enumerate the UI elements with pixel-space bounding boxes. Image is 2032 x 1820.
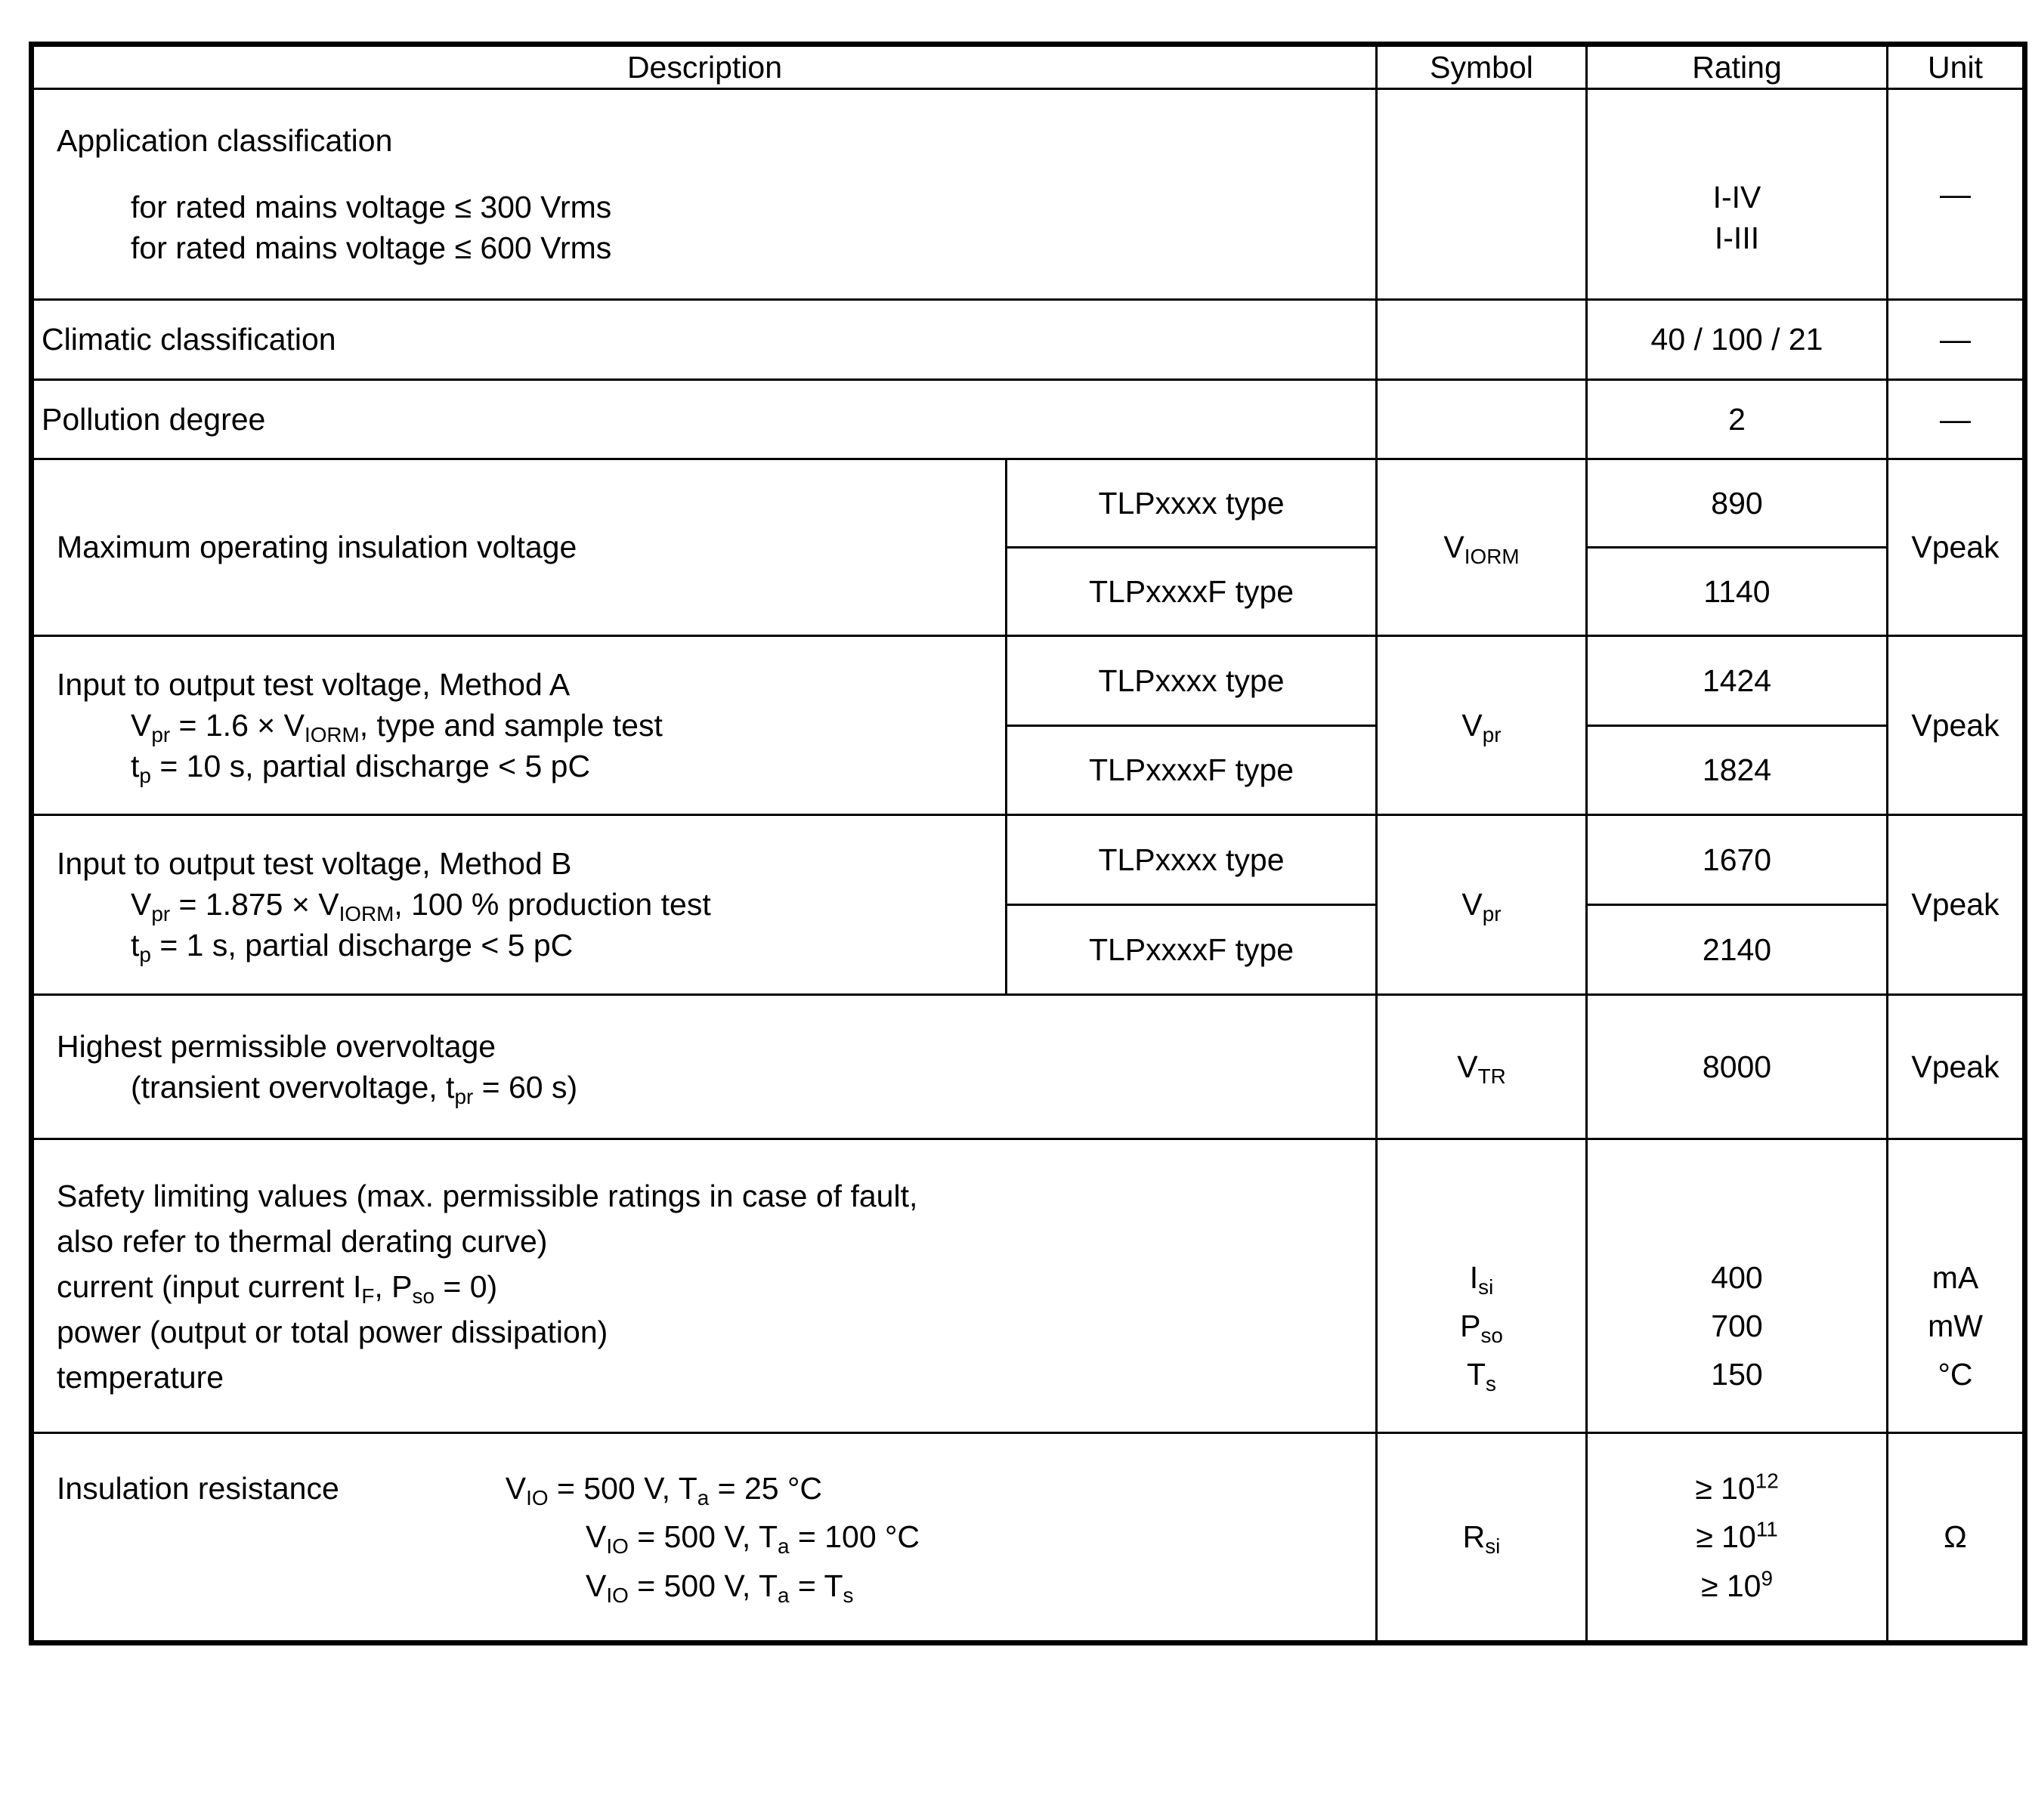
method-a-type-f: TLPxxxxF type bbox=[1007, 725, 1377, 815]
insulation-cond3: $V_{IO} = 500$ V, $T_a = T_s$ bbox=[586, 1568, 854, 1607]
row-overvoltage bbox=[32, 994, 2025, 1139]
application-classification-rating-300v: I-IV bbox=[1712, 180, 1761, 215]
method-b-type-standard: TLPxxxx type bbox=[1007, 815, 1377, 905]
application-classification-unit: — bbox=[1888, 89, 2025, 300]
row-pollution-degree bbox=[32, 379, 2025, 459]
viorm-symbol-sub: IORM bbox=[1464, 545, 1520, 568]
overvoltage-line2: (transient overvoltage, $t_{pr} = 60$ s) bbox=[131, 1069, 578, 1108]
safety-line-power: power (output or total power dissipation) bbox=[57, 1315, 608, 1350]
application-classification-line-300v: for rated mains voltage ≤ 300 Vrms bbox=[131, 190, 612, 225]
row-method-a-type1 bbox=[32, 635, 2025, 725]
safety-symbol-ts: $T_s$ bbox=[1467, 1357, 1496, 1395]
overvoltage-unit: Vpeak bbox=[1888, 994, 2025, 1139]
method-a-line1: Input to output test voltage, Method A bbox=[57, 666, 571, 702]
method-a-symbol bbox=[1377, 635, 1587, 814]
pollution-degree-description: Pollution degree bbox=[32, 379, 1377, 459]
viorm-description: Maximum operating insulation voltage bbox=[32, 459, 1007, 635]
safety-symbol-isi: $I_{si}$ bbox=[1469, 1259, 1494, 1299]
pollution-degree-rating: 2 bbox=[1587, 379, 1888, 459]
insulation-ratings bbox=[1587, 1433, 1888, 1642]
overvoltage-line1: Highest permissible overvoltage bbox=[57, 1028, 496, 1064]
safety-rating-power: 700 bbox=[1711, 1308, 1763, 1343]
row-climatic-classification bbox=[32, 300, 2025, 379]
method-a-rating-f: 1824 bbox=[1587, 725, 1888, 815]
method-b-line3: $t_p = 1$ s, partial discharge < 5 pC bbox=[131, 928, 574, 967]
overvoltage-description bbox=[32, 994, 1377, 1139]
application-classification-rating-600v: I-III bbox=[1714, 221, 1760, 256]
viorm-rating-standard: 890 bbox=[1587, 459, 1888, 547]
method-b-symbol bbox=[1377, 815, 1587, 994]
method-a-symbol-main: V bbox=[1461, 707, 1483, 743]
insulation-cond2: $V_{IO} = 500$ V, $T_a = 100$ °C bbox=[586, 1519, 920, 1559]
application-classification-title: Application classification bbox=[57, 123, 393, 159]
method-a-unit: Vpeak bbox=[1888, 635, 2025, 814]
method-b-unit: Vpeak bbox=[1888, 815, 2025, 994]
method-a-symbol-sub: pr bbox=[1482, 722, 1502, 746]
insulation-cond1: $V_{IO} = 500$ V, $T_a = 25$ °C bbox=[505, 1471, 823, 1510]
overvoltage-rating: 8000 bbox=[1587, 994, 1888, 1139]
application-classification-rating bbox=[1587, 89, 1888, 300]
insulation-rating-ts: ≥ $10^9$ bbox=[1700, 1566, 1773, 1603]
method-a-description bbox=[32, 635, 1007, 814]
row-viorm-type1 bbox=[32, 459, 2025, 547]
method-b-symbol-sub: pr bbox=[1482, 902, 1502, 926]
pollution-degree-symbol bbox=[1377, 379, 1587, 459]
method-b-line2: $V_{pr} = 1.875 \times V_{IORM}$, 100 % production test bbox=[131, 887, 711, 926]
application-classification-symbol bbox=[1377, 89, 1587, 300]
insulation-unit: Ω bbox=[1888, 1433, 2025, 1642]
row-insulation-resistance bbox=[32, 1433, 2025, 1642]
method-b-rating-standard: 1670 bbox=[1587, 815, 1888, 905]
method-b-line1: Input to output test voltage, Method B bbox=[57, 846, 572, 882]
overvoltage-symbol-main: V bbox=[1457, 1049, 1478, 1084]
header-symbol: Symbol bbox=[1377, 45, 1587, 89]
viorm-rating-f: 1140 bbox=[1587, 547, 1888, 635]
safety-line-current: current (input current $I_F$, $P_{so} = 0$) bbox=[57, 1268, 498, 1308]
spacer bbox=[57, 161, 1375, 187]
safety-units bbox=[1888, 1139, 2025, 1433]
method-a-line3: $t_p = 10$ s, partial discharge < 5 pC bbox=[131, 749, 591, 787]
insulation-symbol bbox=[1377, 1433, 1587, 1642]
application-classification-description bbox=[32, 89, 1377, 300]
insulation-rating-25c: ≥ $10^{12}$ bbox=[1695, 1469, 1779, 1506]
safety-rating-temperature: 150 bbox=[1711, 1357, 1763, 1392]
climatic-classification-symbol bbox=[1377, 300, 1587, 379]
method-b-type-f: TLPxxxxF type bbox=[1007, 904, 1377, 994]
safety-unit-power: mW bbox=[1928, 1308, 1983, 1343]
safety-specification-table bbox=[29, 42, 2027, 1645]
climatic-classification-unit: — bbox=[1888, 300, 2025, 379]
insulation-rating-100c: ≥ $10^{11}$ bbox=[1696, 1517, 1778, 1555]
insulation-symbol-sub: si bbox=[1485, 1534, 1501, 1559]
safety-symbols bbox=[1377, 1139, 1587, 1433]
climatic-classification-rating: 40 / 100 / 21 bbox=[1587, 300, 1888, 379]
row-method-b-type1 bbox=[32, 815, 2025, 905]
safety-unit-temperature: °C bbox=[1938, 1357, 1973, 1392]
safety-rating-current: 400 bbox=[1711, 1259, 1763, 1295]
method-a-line2: $V_{pr} = 1.6 \times V_{IORM}$, type and sample test bbox=[131, 707, 663, 746]
header-rating: Rating bbox=[1587, 45, 1888, 89]
row-safety-limiting-values bbox=[32, 1139, 2025, 1433]
safety-line1: Safety limiting values (max. permissible ratings in case of fault, bbox=[57, 1178, 918, 1213]
overvoltage-symbol-sub: TR bbox=[1477, 1064, 1506, 1088]
pollution-degree-unit: — bbox=[1888, 379, 2025, 459]
method-b-symbol-main: V bbox=[1461, 887, 1483, 922]
header-unit: Unit bbox=[1888, 45, 2025, 89]
row-application-classification bbox=[32, 89, 2025, 300]
header-description: Description bbox=[32, 45, 1377, 89]
safety-ratings bbox=[1587, 1139, 1888, 1433]
insulation-title: Insulation resistance bbox=[57, 1471, 339, 1506]
method-b-rating-f: 2140 bbox=[1587, 904, 1888, 994]
table-header-row bbox=[32, 45, 2025, 89]
safety-unit-current: mA bbox=[1931, 1259, 1979, 1295]
climatic-classification-description: Climatic classification bbox=[32, 300, 1377, 379]
method-b-description bbox=[32, 815, 1007, 994]
insulation-description bbox=[32, 1433, 1377, 1642]
viorm-unit: Vpeak bbox=[1888, 459, 2025, 635]
safety-symbol-pso: $P_{so}$ bbox=[1460, 1308, 1503, 1347]
safety-description bbox=[32, 1139, 1377, 1433]
viorm-type-f: TLPxxxxF type bbox=[1007, 547, 1377, 635]
viorm-symbol bbox=[1377, 459, 1587, 635]
overvoltage-symbol bbox=[1377, 994, 1587, 1139]
safety-line2: also refer to thermal derating curve) bbox=[57, 1223, 548, 1259]
safety-text-block bbox=[57, 1160, 1375, 1413]
method-a-rating-standard: 1424 bbox=[1587, 635, 1888, 725]
viorm-type-standard: TLPxxxx type bbox=[1007, 459, 1377, 547]
safety-line-temperature: temperature bbox=[57, 1360, 224, 1395]
viorm-symbol-main: V bbox=[1443, 530, 1464, 565]
insulation-title-line bbox=[57, 1464, 1375, 1513]
method-a-type-standard: TLPxxxx type bbox=[1007, 635, 1377, 725]
application-classification-line-600v: for rated mains voltage ≤ 600 Vrms bbox=[131, 230, 612, 266]
insulation-symbol-main: R bbox=[1462, 1519, 1486, 1555]
